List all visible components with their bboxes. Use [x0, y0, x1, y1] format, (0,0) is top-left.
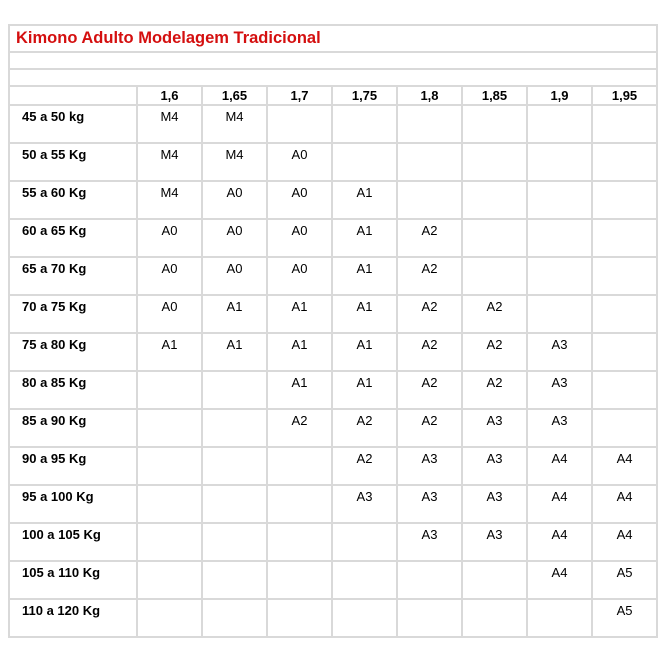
size-cell — [527, 257, 592, 295]
size-cell — [202, 485, 267, 523]
size-cell — [527, 295, 592, 333]
size-cell: A0 — [202, 257, 267, 295]
chart-title: Kimono Adulto Modelagem Tradicional — [9, 25, 657, 52]
size-cell: A3 — [462, 485, 527, 523]
height-header-cell: 1,8 — [397, 86, 462, 105]
size-cell — [527, 599, 592, 637]
weight-label-cell: 65 a 70 Kg — [9, 257, 137, 295]
weight-label-cell: 105 a 110 Kg — [9, 561, 137, 599]
size-cell: A1 — [332, 295, 397, 333]
weight-label-cell: 110 a 120 Kg — [9, 599, 137, 637]
table-row — [9, 257, 657, 295]
size-cell: A5 — [592, 599, 657, 637]
size-cell: A1 — [267, 371, 332, 409]
size-cell — [332, 523, 397, 561]
size-cell — [332, 105, 397, 143]
weight-label-cell: 70 a 75 Kg — [9, 295, 137, 333]
size-cell: A0 — [137, 219, 202, 257]
size-cell: A4 — [527, 561, 592, 599]
size-cell: A2 — [397, 295, 462, 333]
size-cell: A3 — [397, 523, 462, 561]
size-cell — [202, 409, 267, 447]
size-cell — [137, 371, 202, 409]
table-row — [9, 409, 657, 447]
table-row — [9, 561, 657, 599]
size-cell — [462, 219, 527, 257]
size-cell — [332, 143, 397, 181]
size-cell — [592, 371, 657, 409]
size-cell — [397, 561, 462, 599]
blank-row — [9, 52, 657, 69]
size-cell: A2 — [397, 371, 462, 409]
size-cell — [462, 257, 527, 295]
size-cell: A4 — [592, 523, 657, 561]
size-cell: A4 — [527, 485, 592, 523]
size-cell: A0 — [267, 257, 332, 295]
size-cell: M4 — [202, 105, 267, 143]
size-cell — [137, 599, 202, 637]
height-header-cell: 1,95 — [592, 86, 657, 105]
size-chart-sheet — [8, 24, 656, 638]
weight-label-cell: 75 a 80 Kg — [9, 333, 137, 371]
table-row — [9, 523, 657, 561]
height-header-cell: 1,9 — [527, 86, 592, 105]
size-cell — [202, 371, 267, 409]
size-cell — [267, 447, 332, 485]
size-cell: A0 — [267, 143, 332, 181]
weight-label-cell: 55 a 60 Kg — [9, 181, 137, 219]
size-cell: A4 — [592, 485, 657, 523]
weight-label-cell: 85 a 90 Kg — [9, 409, 137, 447]
table-row — [9, 447, 657, 485]
height-header-cell: 1,75 — [332, 86, 397, 105]
size-cell: A1 — [202, 333, 267, 371]
size-cell: A1 — [332, 371, 397, 409]
size-cell — [527, 105, 592, 143]
size-cell — [592, 105, 657, 143]
size-cell — [137, 485, 202, 523]
size-cell — [267, 599, 332, 637]
size-cell: A3 — [527, 371, 592, 409]
size-cell — [397, 143, 462, 181]
size-cell — [592, 219, 657, 257]
size-cell: A1 — [137, 333, 202, 371]
weight-label-cell: 80 a 85 Kg — [9, 371, 137, 409]
size-cell: A3 — [527, 333, 592, 371]
table-row — [9, 485, 657, 523]
size-cell — [397, 105, 462, 143]
size-cell: A4 — [527, 523, 592, 561]
size-cell: A4 — [592, 447, 657, 485]
size-cell: A2 — [332, 447, 397, 485]
size-cell: A1 — [332, 181, 397, 219]
weight-label-cell: 90 a 95 Kg — [9, 447, 137, 485]
size-cell: A3 — [462, 523, 527, 561]
size-cell — [527, 181, 592, 219]
size-cell: A2 — [397, 409, 462, 447]
size-cell — [267, 105, 332, 143]
size-cell — [137, 447, 202, 485]
size-cell: A2 — [397, 257, 462, 295]
size-cell: A0 — [137, 295, 202, 333]
table-row — [9, 333, 657, 371]
size-cell — [267, 523, 332, 561]
size-cell: A2 — [397, 333, 462, 371]
size-cell — [332, 561, 397, 599]
size-cell — [592, 295, 657, 333]
size-cell — [202, 599, 267, 637]
size-cell — [592, 333, 657, 371]
height-header-cell: 1,85 — [462, 86, 527, 105]
size-cell: M4 — [137, 143, 202, 181]
size-cell: A1 — [332, 333, 397, 371]
size-cell: A0 — [137, 257, 202, 295]
size-cell: A0 — [267, 181, 332, 219]
size-cell — [267, 561, 332, 599]
size-cell: A3 — [397, 447, 462, 485]
size-cell: A2 — [267, 409, 332, 447]
weight-label-cell: 45 a 50 kg — [9, 105, 137, 143]
size-cell: A2 — [462, 333, 527, 371]
size-cell: A3 — [397, 485, 462, 523]
size-cell: A5 — [592, 561, 657, 599]
size-cell: A2 — [397, 219, 462, 257]
size-cell: M4 — [137, 105, 202, 143]
size-cell: A1 — [332, 257, 397, 295]
size-chart-table — [8, 24, 658, 638]
size-cell — [592, 181, 657, 219]
table-row — [9, 371, 657, 409]
table-row — [9, 219, 657, 257]
table-row — [9, 105, 657, 143]
size-cell — [397, 181, 462, 219]
size-cell — [137, 523, 202, 561]
size-cell: A1 — [202, 295, 267, 333]
height-header-row — [9, 86, 657, 105]
height-header-cell: 1,65 — [202, 86, 267, 105]
size-cell: A3 — [462, 447, 527, 485]
size-cell: A0 — [202, 219, 267, 257]
weight-label-cell: 95 a 100 Kg — [9, 485, 137, 523]
size-cell — [592, 257, 657, 295]
size-cell — [527, 143, 592, 181]
size-cell — [462, 181, 527, 219]
size-cell — [137, 561, 202, 599]
weight-label-cell: 100 a 105 Kg — [9, 523, 137, 561]
size-cell — [267, 485, 332, 523]
weight-label-cell: 60 a 65 Kg — [9, 219, 137, 257]
weight-label-cell: 50 a 55 Kg — [9, 143, 137, 181]
size-cell: A1 — [267, 333, 332, 371]
size-cell — [462, 599, 527, 637]
size-cell — [202, 447, 267, 485]
size-cell — [202, 523, 267, 561]
size-cell: A2 — [462, 371, 527, 409]
height-header-cell: 1,7 — [267, 86, 332, 105]
size-cell — [137, 409, 202, 447]
size-cell: A3 — [462, 409, 527, 447]
size-cell: A3 — [527, 409, 592, 447]
size-cell: A0 — [267, 219, 332, 257]
size-cell — [592, 143, 657, 181]
size-cell — [462, 143, 527, 181]
size-cell: A3 — [332, 485, 397, 523]
blank-row — [9, 69, 657, 86]
size-cell: M4 — [202, 143, 267, 181]
header-corner-cell — [9, 86, 137, 105]
size-cell — [592, 409, 657, 447]
size-cell — [202, 561, 267, 599]
size-cell: A4 — [527, 447, 592, 485]
table-row — [9, 181, 657, 219]
size-cell — [462, 561, 527, 599]
table-row — [9, 143, 657, 181]
table-row — [9, 295, 657, 333]
size-cell: A2 — [332, 409, 397, 447]
size-cell — [462, 105, 527, 143]
size-cell: M4 — [137, 181, 202, 219]
size-cell — [527, 219, 592, 257]
size-cell: A0 — [202, 181, 267, 219]
size-cell: A2 — [462, 295, 527, 333]
size-cell — [332, 599, 397, 637]
table-row — [9, 599, 657, 637]
height-header-cell: 1,6 — [137, 86, 202, 105]
size-cell: A1 — [267, 295, 332, 333]
size-cell — [397, 599, 462, 637]
size-cell: A1 — [332, 219, 397, 257]
